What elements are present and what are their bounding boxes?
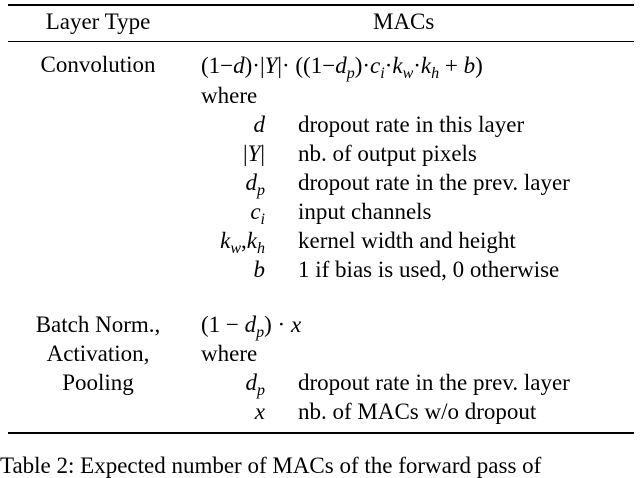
table-caption: Table 2: Expected number of MACs of the forward pass of — [0, 453, 542, 478]
definition-text: dropout rate in the prev. layer — [298, 170, 570, 195]
symbol-x: x — [254, 399, 265, 424]
definition-text: input channels — [298, 199, 432, 224]
definition-text: dropout rate in the prev. layer — [298, 370, 570, 395]
where-label: where — [201, 341, 258, 366]
symbol-dp: $d_p$ — [245, 170, 265, 199]
symbol-d: d — [253, 112, 265, 137]
bottom-rule — [8, 432, 634, 434]
top-rule — [8, 4, 634, 6]
layer-type-convolution: Convolution — [40, 52, 156, 77]
layer-type-batch-norm: Batch Norm., — [35, 312, 161, 337]
layer-type-activation: Activation, — [46, 341, 150, 366]
definition-text: 1 if bias is used, 0 otherwise — [298, 257, 560, 282]
definition-text: dropout rate in this layer — [298, 112, 525, 137]
symbol-ci: $c_i$ — [250, 199, 265, 228]
layer-type-pooling: Pooling — [62, 370, 134, 395]
definition-text: kernel width and height — [298, 228, 516, 253]
convolution-mac-formula: $(1-d)\cdot|Y|\cdot ((1-d_p)\cdot c_i\cdot k_w\cdot k_h + b)$ — [201, 53, 483, 82]
symbol-b: b — [253, 257, 265, 282]
header-macs: MACs — [373, 9, 435, 34]
header-rule — [8, 41, 634, 42]
symbol-kw-kh: $k_w,k_h$ — [220, 228, 265, 257]
symbol-dp: $d_p$ — [245, 370, 265, 399]
header-layer-type: Layer Type — [45, 9, 151, 34]
symbol-abs-y: |Y| — [242, 141, 265, 166]
where-label: where — [201, 83, 258, 108]
pooling-mac-formula: $(1 - d_p) \cdot x$ — [201, 312, 302, 341]
definition-text: nb. of output pixels — [298, 141, 477, 166]
definition-text: nb. of MACs w/o dropout — [298, 399, 537, 424]
